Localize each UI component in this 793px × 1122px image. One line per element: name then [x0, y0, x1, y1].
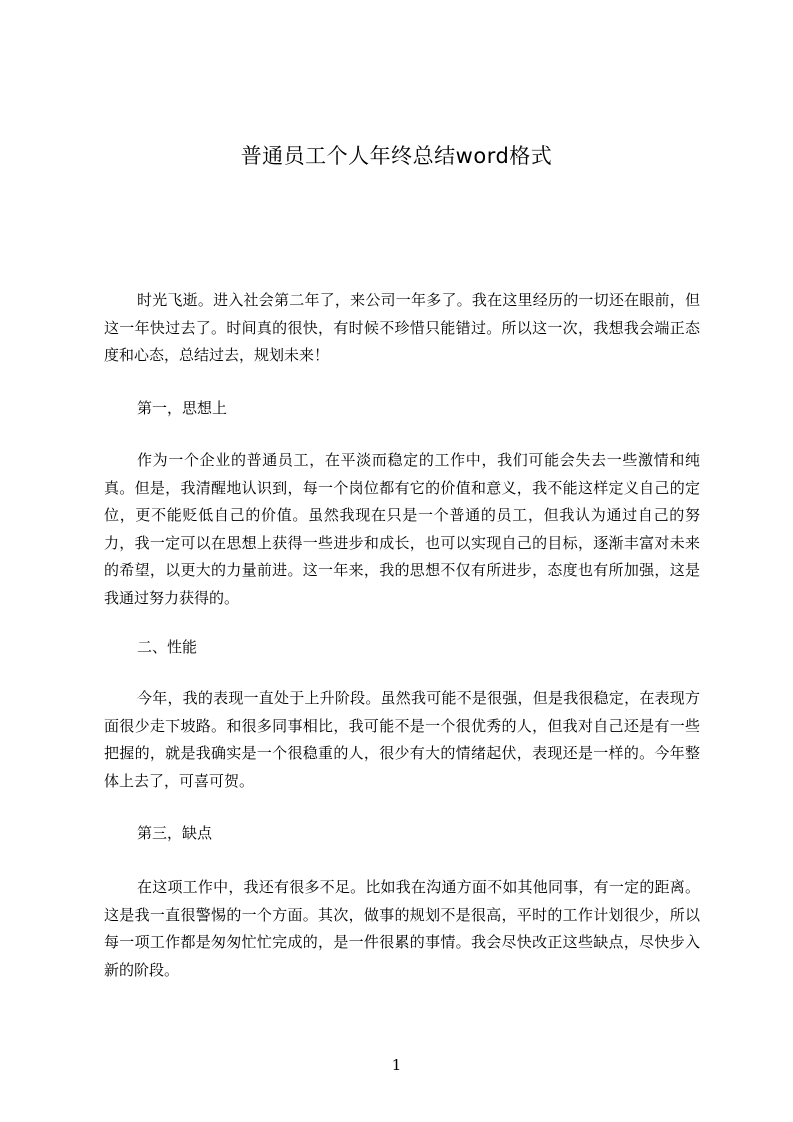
- page-number: 1: [391, 1056, 402, 1074]
- section-body-thinking: 作为一个企业的普通员工，在平淡而稳定的工作中，我们可能会失去一些激情和纯真。但是，我清醒地认识到，每一个岗位都有它的价值和意义，我不能这样定义自己的定位，更不能贬低自己的价值。虽然我现在只是一个普通的员工，但我认为通过自己的努力，我一定可以在思想上获得一些进步和成长，也可以实现自己的目标，逐渐丰富对未来的希望，以更大的力量前进。这一年来，我的思想不仅有所进步，态度也有所加强，这是我通过努力获得的。: [104, 451, 700, 607]
- section-body-performance: 今年，我的表现一直处于上升阶段。虽然我可能不是很强，但是我很稳定，在表现方面很少走下坡路。和很多同事相比，我可能不是一个很优秀的人，但我对自己还是有一些把握的，就是我确实是一个很稳重的人，很少有大的情绪起伏，表现还是一样的。今年整体上去了，可喜可贺。: [104, 689, 700, 790]
- document-title: 普通员工个人年终总结word格式: [240, 144, 553, 168]
- section-heading-performance: 二、性能: [137, 638, 198, 656]
- section-heading-shortcomings: 第三，缺点: [137, 824, 213, 842]
- section-heading-thinking: 第一，思想上: [137, 399, 228, 417]
- section-body-shortcomings: 在这项工作中，我还有很多不足。比如我在沟通方面不如其他同事，有一定的距离。这是我一直很警惕的一个方面。其次，做事的规划不是很高，平时的工作计划很少，所以每一项工作都是匆匆忙忙完成的，是一件很累的事情。我会尽快改正这些缺点，尽快步入新的阶段。: [104, 878, 700, 979]
- intro-paragraph: 时光飞逝。进入社会第二年了，来公司一年多了。我在这里经历的一切还在眼前，但这一年快过去了。时间真的很快，有时候不珍惜只能错过。所以这一次，我想我会端正态度和心态，总结过去，规划未来！: [104, 291, 700, 364]
